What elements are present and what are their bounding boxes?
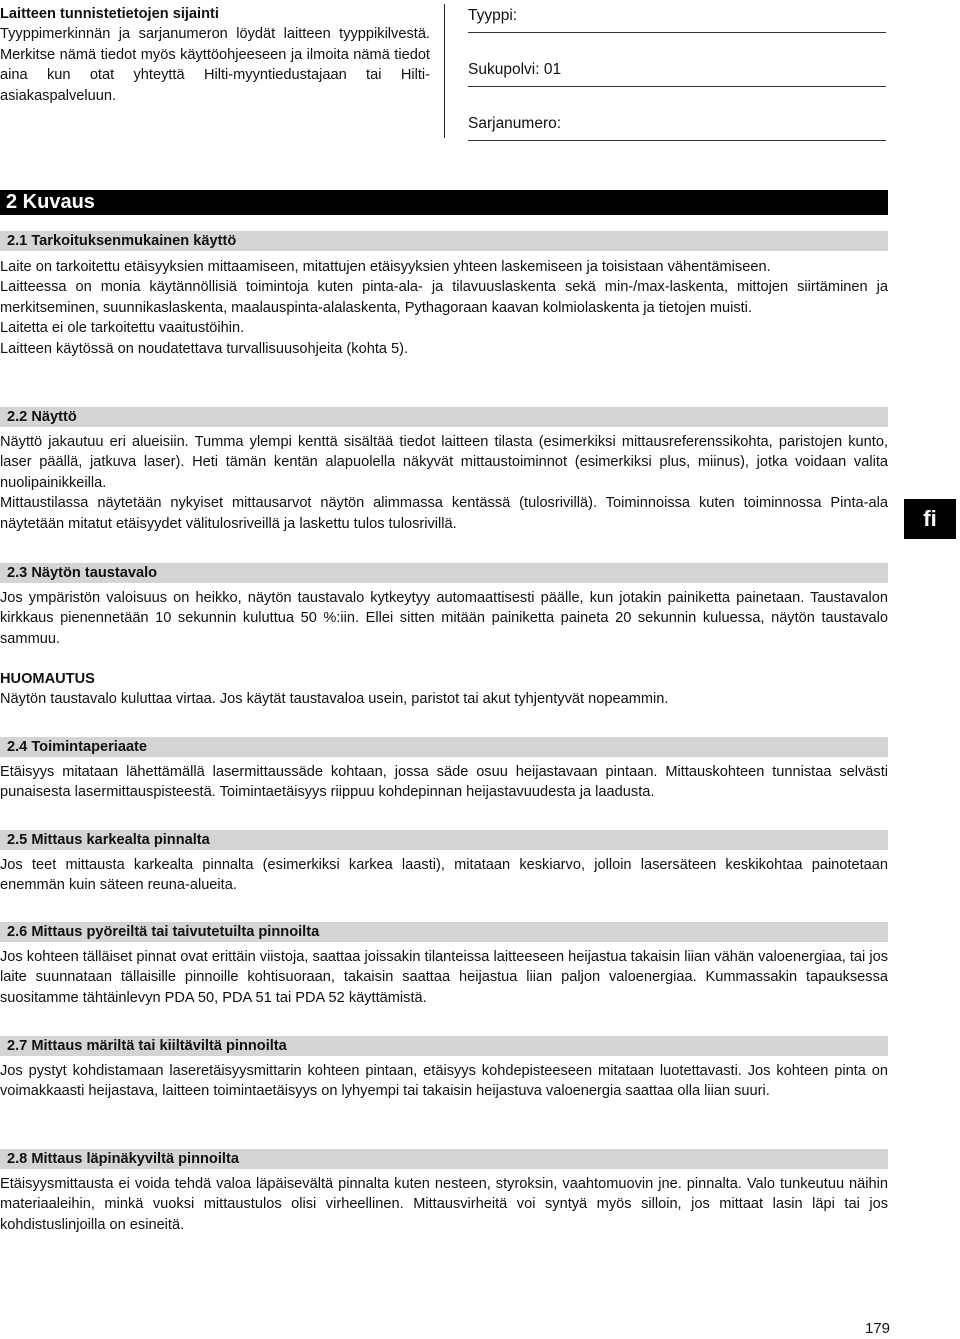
chapter-heading: 2 Kuvaus [0, 190, 888, 215]
section-heading-2-1: 2.1 Tarkoituksenmukainen käyttö [0, 231, 888, 251]
section-body-2-2 [0, 432, 888, 534]
section-heading-2-4: 2.4 Toimintaperiaate [0, 737, 888, 757]
section-body-2-5 [0, 855, 888, 896]
section-body-2-8 [0, 1174, 888, 1235]
note-text: Näytön taustavalo kuluttaa virtaa. Jos käytät taustavaloa usein, paristot tai akut tyhjentyvät nopeammin. [0, 691, 669, 708]
vertical-divider [444, 4, 445, 138]
paragraph: Mittaustilassa näytetään nykyiset mittausarvot näytön alimmassa kentässä (tulosrivillä). Toiminnoissa kuten toiminnossa Pinta-ala näytetään mitatut etäisyydet välitulosriveillä ja laskettu tulos tulosrivillä. [0, 495, 888, 532]
section-heading-2-2: 2.2 Näyttö [0, 407, 888, 427]
section-heading-2-8: 2.8 Mittaus läpinäkyviltä pinnoilta [0, 1149, 888, 1169]
section-body-2-4 [0, 762, 888, 803]
paragraph: Jos ympäristön valoisuus on heikko, näytön taustavalo kytkeytyy automaattisesti päälle, kun jotakin painiketta painetaan. Taustavalon kirkkaus pienennetään 10 sekunnin kuluttua 50 %:iin. Ellei sitten mitään painiketta paineta 20 sekunnin kuluessa, näytön taustavalo sammuu. [0, 590, 888, 647]
section-heading-2-6: 2.6 Mittaus pyöreiltä tai taivutetuilta pinnoilta [0, 922, 888, 942]
section-heading-2-5: 2.5 Mittaus karkealta pinnalta [0, 830, 888, 850]
section-body-2-7 [0, 1061, 888, 1102]
paragraph: Näyttö jakautuu eri alueisiin. Tumma ylempi kenttä sisältää tiedot laitteen tilasta (esimerkiksi mittausreferenssikohta, paristojen kunto, laser päällä, jatkuva laser). Heti tämän kentän alapuolella näkyvät mittaustoiminnot (esimerkiksi plus, miinus), jotka voidaan valita nuolipainikkeilla. [0, 434, 888, 491]
paragraph: Laitteen käytössä on noudatettava turvallisuusohjeita (kohta 5). [0, 340, 409, 357]
type-field: Tyyppi: [468, 6, 886, 33]
identification-block [0, 4, 430, 106]
section-body-2-1 [0, 257, 888, 359]
paragraph: Etäisyys mitataan lähettämällä lasermittaussäde kohtaan, jossa säde osuu heijastavaan pintaan. Mittauskohteen tunnistaa selvästi punaisesta lasermittauspisteestä. Toimintaetäisyys riippuu kohdepinnan heijastavuudesta ja laadusta. [0, 764, 888, 801]
paragraph: Jos pystyt kohdistamaan laseretäisyysmittarin kohteen pintaan, etäisyys kohdepisteeseen mitataan luotettavasti. Jos kohteen pinta on voimakkaasti heijastava, laitteen toimintaetäisyys on lyhyempi tai takaisin heijastuva valoenergia saattaa olla liian suuri. [0, 1063, 888, 1100]
note-title: HUOMAUTUS [0, 671, 95, 687]
identification-title: Laitteen tunnistetietojen sijainti [0, 6, 219, 22]
paragraph: Laite on tarkoitettu etäisyyksien mittaamiseen, mitattujen etäisyyksien yhteen laskemiseen ja toisistaan vähentämiseen. [0, 259, 771, 275]
section-heading-2-3: 2.3 Näytön taustavalo [0, 563, 888, 583]
identification-text: Tyyppimerkinnän ja sarjanumeron löydät laitteen tyyppikilvestä. Merkitse nämä tiedot myös käyttöohjeeseen ja ilmoita nämä tiedot aina kun otat yhteyttä Hilti-myyntiedustajaan tai Hilti-asiakaspalveluun. [0, 26, 430, 104]
paragraph: Jos kohteen tälläiset pinnat ovat erittäin viistoja, saattaa joissakin tilanteissa laitteeseen heijastua takaisin liian vähän valoenergiaa, tai jos laite suunnataan tällaisille pinnoille kohtisuoraan, takaisin saattaa heijastua liian paljon valoenergiaa. Kummassakin tapauksessa suositamme tähtäinlevyn PDA 50, PDA 51 tai PDA 52 käyttämistä. [0, 949, 888, 1006]
paragraph: Etäisyysmittausta ei voida tehdä valoa läpäisevältä pinnalta kuten nesteen, styroksin, vaahtomuovin jne. pinnalta. Valo tunkeutuu näihin materiaaleihin, minkä vuoksi mittaustulos olisi virheellinen. Mittausvirheitä voi syntyä myös silloin, jos mittaat lasin läpi tai jos kohdistuslinjoilla on esineitä. [0, 1176, 888, 1233]
generation-field: Sukupolvi: 01 [468, 60, 886, 87]
language-tab: fi [904, 499, 956, 539]
paragraph: Laitteessa on monia käytännöllisiä toimintoja kuten pinta-ala- ja tilavuuslaskenta sekä min-/max-laskenta, mittojen siirtäminen ja merkitseminen, suunnikaslaskenta, maalauspinta-alalaskenta, Pythagoraan kaavan kolmiolaskenta ja tietojen muisti. [0, 279, 888, 316]
page-number: 179 [864, 1320, 890, 1337]
section-heading-2-7: 2.7 Mittaus märiltä tai kiiltäviltä pinnoilta [0, 1036, 888, 1056]
note-block [0, 669, 888, 710]
paragraph: Jos teet mittausta karkealta pinnalta (esimerkiksi karkea laasti), mitataan keskiarvo, jolloin lasersäteen keskikohtaa painotetaan enemmän kuin säteen reuna-alueita. [0, 857, 888, 894]
serial-field: Sarjanumero: [468, 114, 886, 141]
section-body-2-3 [0, 588, 888, 649]
section-body-2-6 [0, 947, 888, 1008]
paragraph: Laitetta ei ole tarkoitettu vaaitustöihin. [0, 320, 245, 337]
